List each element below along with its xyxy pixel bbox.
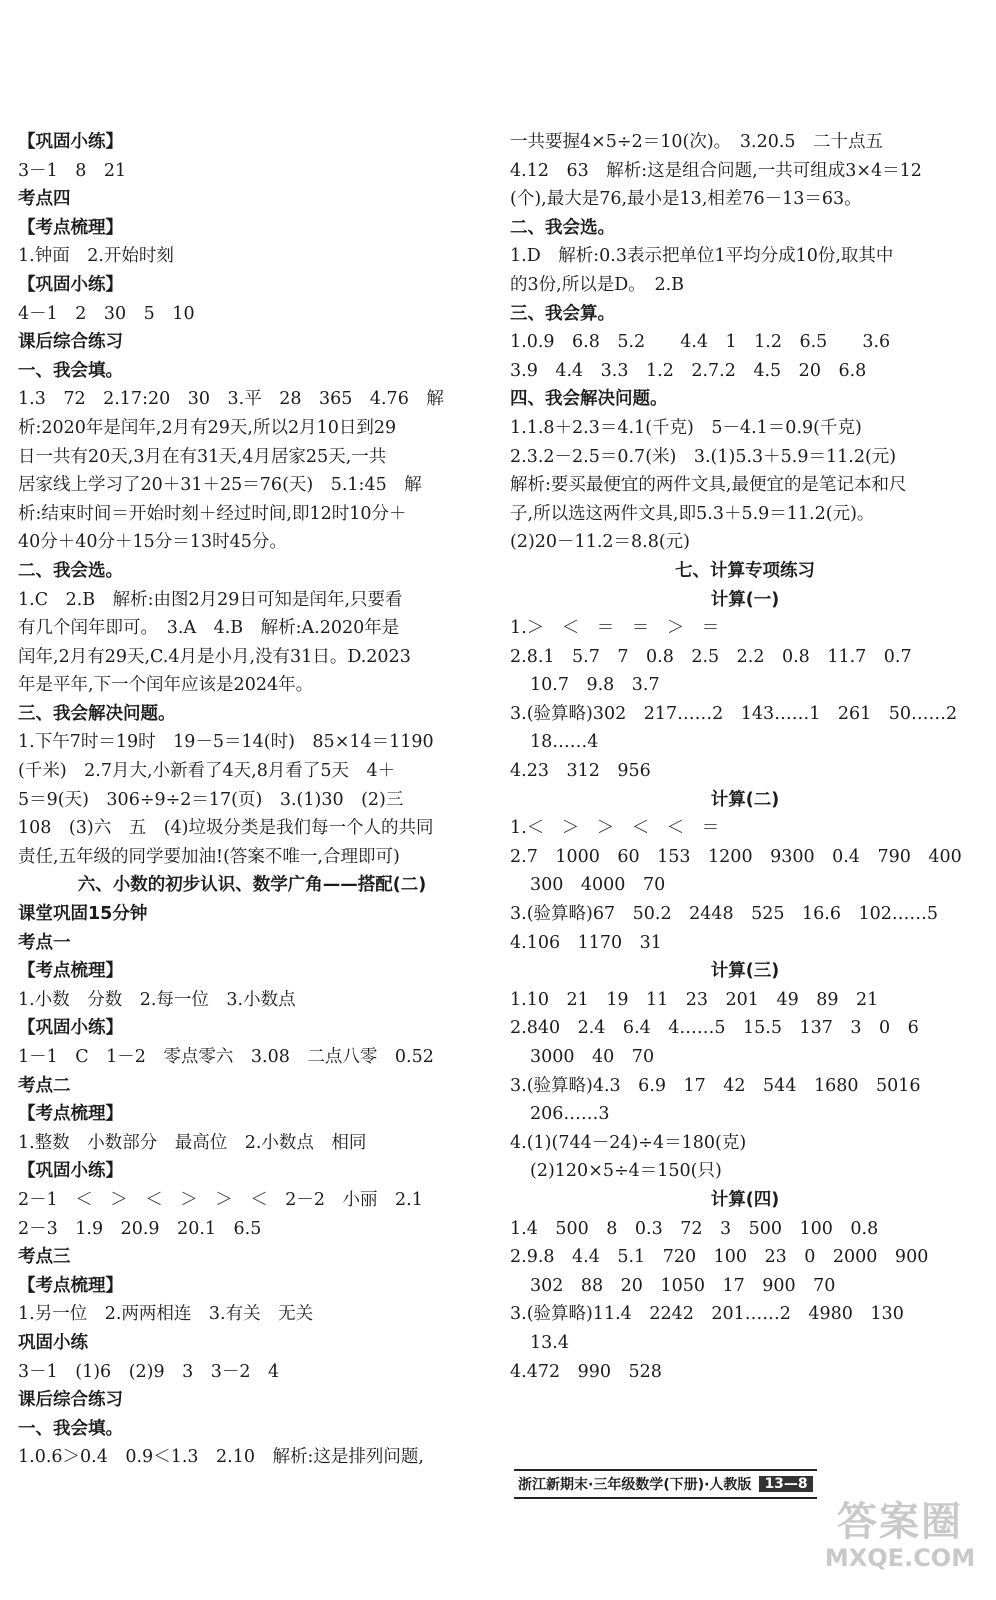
- right-column-line: 一共要握4×5÷2＝10(次)。 3.20.5 二十点五: [510, 132, 884, 152]
- right-column-line: 1.D 解析:0.3表示把单位1平均分成10份,取其中: [510, 246, 894, 267]
- watermark-logo: [820, 1500, 980, 1580]
- left-column-line: 考点二: [18, 1075, 71, 1096]
- right-column-line: 的3份,所以是D。 2.B: [510, 274, 685, 295]
- left-column-line: 一、我会填。: [18, 1418, 123, 1439]
- right-column-line: 2.8.1 5.7 7 0.8 2.5 2.2 0.8 11.7 0.7: [510, 646, 912, 667]
- right-column-line: 1.＞ ＜ ＝ ＝ ＞ ＝: [510, 618, 720, 639]
- left-column-line: 2－1 ＜ ＞ ＜ ＞ ＞ ＜ 2－2 小丽 2.1: [18, 1189, 423, 1210]
- left-column-line: 1.下午7时＝19时 19－5＝14(时) 85×14＝1190: [18, 732, 434, 753]
- left-column-line: 1.0.6＞0.4 0.9＜1.3 2.10 解析:这是排列问题,: [18, 1447, 424, 1468]
- left-column-line: 日一共有20天,3月在有31天,4月居家25天,一共: [18, 446, 387, 467]
- left-column-line: 考点三: [18, 1247, 71, 1268]
- left-column-line: 4－1 2 30 5 10: [18, 303, 195, 324]
- right-column-line: 4.(1)(744－24)÷4＝180(克): [510, 1132, 747, 1153]
- left-column-line: 1－1 C 1－2 零点零六 3.08 二点八零 0.52: [18, 1047, 434, 1067]
- right-column-line: 4.23 312 956: [510, 761, 651, 782]
- left-column-line: 居家线上学习了20＋31＋25＝76(天) 5.1:45 解: [18, 475, 422, 496]
- left-column-line: 1.整数 小数部分 最高位 2.小数点 相同: [18, 1132, 367, 1153]
- left-column-line: 考点一: [18, 932, 71, 953]
- right-column-line: 2.3.2－2.5＝0.7(米) 3.(1)5.3＋5.9＝11.2(元): [510, 446, 897, 467]
- left-column-line: 1.C 2.B 解析:由图2月29日可知是闰年,只要看: [18, 589, 403, 610]
- right-column-line: 3.(验算略)67 50.2 2448 525 16.6 102……5: [510, 904, 939, 925]
- right-column-line: 3.(验算略)4.3 6.9 17 42 544 1680 5016: [510, 1075, 921, 1096]
- watermark-text: 答案圈: [837, 1499, 963, 1545]
- right-column-line: 3000 40 70: [530, 1047, 655, 1067]
- right-column-line: 10.7 9.8 3.7: [530, 675, 660, 696]
- left-column-line: (千米) 2.7月大,小新看了4天,8月看了5天 4＋: [18, 761, 396, 782]
- left-column-line: 3－1 8 21: [18, 160, 127, 181]
- left-column-line: 【考点梳理】: [18, 1275, 123, 1296]
- left-column-line: 【巩固小练】: [18, 1161, 123, 1182]
- left-column-line: 课堂巩固15分钟: [18, 904, 148, 925]
- right-column-line: 计算(四): [710, 1189, 780, 1210]
- left-column-line: 责任,五年级的同学要加油!(答案不唯一,合理即可): [18, 846, 400, 867]
- left-column: [18, 128, 486, 1472]
- left-column-line: 课后综合练习: [18, 332, 123, 353]
- right-column-line: 2.9.8 4.4 5.1 720 100 23 0 2000 900: [510, 1247, 929, 1268]
- right-column-line: 子,所以选这两件文具,即5.3＋5.9＝11.2(元)。: [510, 503, 875, 524]
- right-column-line: 计算(二): [710, 789, 780, 810]
- right-column-line: 4.12 63 解析:这是组合问题,一共可组成3×4＝12: [510, 160, 922, 181]
- right-column-line: 4.106 1170 31: [510, 932, 662, 953]
- left-column-line: 1.小数 分数 2.每一位 3.小数点: [18, 989, 296, 1010]
- left-column-line: 【考点梳理】: [18, 217, 123, 238]
- left-column-line: 【巩固小练】: [18, 274, 123, 295]
- right-column-line: 300 4000 70: [530, 875, 666, 896]
- right-column-line: 13.4: [530, 1332, 569, 1353]
- right-column: [510, 128, 980, 1386]
- left-column-line: 40分＋40分＋15分＝13时45分。: [18, 532, 287, 553]
- left-column-line: 巩固小练: [18, 1332, 88, 1353]
- left-column-line: 【考点梳理】: [18, 961, 123, 982]
- right-column-line: 3.(验算略)11.4 2242 201……2 4980 130: [510, 1304, 904, 1325]
- right-column-line: 三、我会算。: [510, 303, 615, 324]
- left-column-line: 析:2020年是闰年,2月有29天,所以2月10日到29: [18, 417, 397, 438]
- right-column-line: 302 88 20 1050 17 900 70: [530, 1275, 836, 1296]
- left-column-line: 一、我会填。: [18, 360, 123, 381]
- right-column-line: 二、我会选。: [510, 217, 615, 238]
- page-footer: [514, 1469, 817, 1499]
- left-column-line: 有几个闰年即可。 3.A 4.B 解析:A.2020年是: [18, 618, 400, 639]
- right-column-line: 计算(一): [710, 589, 780, 610]
- right-column-line: 计算(三): [710, 961, 780, 982]
- left-column-line: 课后综合练习: [18, 1390, 123, 1411]
- right-column-line: 1.10 21 19 11 23 201 49 89 21: [510, 989, 879, 1010]
- right-column-line: 1.1.8＋2.3＝4.1(千克) 5－4.1＝0.9(千克): [510, 417, 862, 438]
- right-column-line: 1.＜ ＞ ＞ ＜ ＜ ＝: [510, 818, 720, 839]
- page-number: 13—8: [759, 1476, 812, 1492]
- left-column-line: 【考点梳理】: [18, 1104, 123, 1125]
- right-column-line: 206……3: [530, 1104, 610, 1125]
- right-column-line: 1.4 500 8 0.3 72 3 500 100 0.8: [510, 1218, 879, 1239]
- right-column-line: 18……4: [530, 732, 599, 753]
- left-column-line: 六、小数的初步认识、数学广角——搭配(二): [77, 875, 427, 896]
- left-column-line: 三、我会解决问题。: [18, 703, 176, 724]
- right-column-line: 3.9 4.4 3.3 1.2 2.7.2 4.5 20 6.8: [510, 360, 867, 381]
- left-column-line: 3－1 (1)6 (2)9 3 3－2 4: [18, 1361, 280, 1382]
- right-column-line: (个),最大是76,最小是13,相差76－13＝63。: [510, 189, 862, 210]
- right-column-line: (2)20－11.2＝8.8(元): [510, 532, 691, 553]
- left-column-line: 年是平年,下一个闰年应该是2024年。: [18, 675, 314, 696]
- right-column-line: 2.7 1000 60 153 1200 9300 0.4 790 400: [510, 846, 962, 867]
- left-column-line: 1.钟面 2.开始时刻: [18, 246, 174, 267]
- right-column-line: 七、计算专项练习: [675, 560, 815, 581]
- left-column-line: 1.另一位 2.两两相连 3.有关 无关: [18, 1304, 314, 1325]
- watermark-url: MXQE.COM: [824, 1544, 976, 1572]
- left-column-line: 考点四: [18, 189, 71, 210]
- left-column-line: 1.3 72 2.17:20 30 3.平 28 365 4.76 解: [18, 389, 444, 410]
- right-column-line: (2)120×5÷4＝150(只): [530, 1161, 722, 1182]
- left-column-line: 2－3 1.9 20.9 20.1 6.5: [18, 1218, 262, 1239]
- right-column-line: 四、我会解决问题。: [510, 389, 668, 410]
- footer-title: 浙江新期末·三年级数学(下册)·人教版: [518, 1477, 752, 1493]
- right-column-line: 2.840 2.4 6.4 4……5 15.5 137 3 0 6: [510, 1018, 919, 1039]
- left-column-line: 【巩固小练】: [18, 1018, 123, 1039]
- left-column-line: 闰年,2月有29天,C.4月是小月,没有31日。D.2023: [18, 646, 411, 667]
- left-column-line: 二、我会选。: [18, 560, 123, 581]
- left-column-line: 5＝9(天) 306÷9÷2＝17(页) 3.(1)30 (2)三: [18, 789, 404, 810]
- left-column-line: 析:结束时间＝开始时刻＋经过时间,即12时10分＋: [18, 503, 407, 524]
- right-column-line: 3.(验算略)302 217……2 143……1 261 50……2: [510, 703, 958, 724]
- right-column-line: 解析:要买最便宜的两件文具,最便宜的是笔记本和尺: [510, 475, 907, 496]
- left-column-line: 【巩固小练】: [18, 132, 123, 152]
- left-column-line: 108 (3)六 五 (4)垃圾分类是我们每一个人的共同: [18, 818, 434, 839]
- right-column-line: 4.472 990 528: [510, 1361, 662, 1382]
- right-column-line: 1.0.9 6.8 5.2 4.4 1 1.2 6.5 3.6: [510, 332, 891, 353]
